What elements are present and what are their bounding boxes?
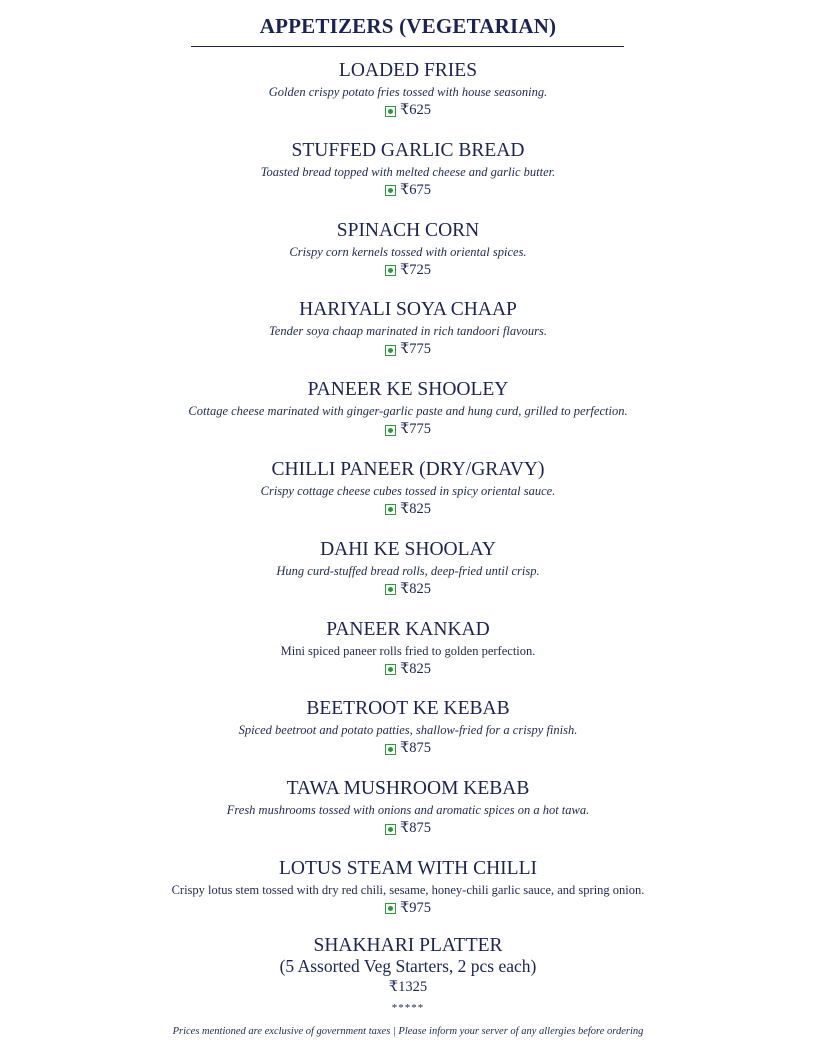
item-price-row [0, 340, 816, 359]
item-price: ₹825 [400, 500, 431, 517]
item-price-row [0, 181, 816, 200]
item-description: Cottage cheese marinated with ginger-garlic paste and hung curd, grilled to perfection. [188, 404, 628, 419]
item-name: BEETROOT KE KEBAB [306, 698, 510, 720]
veg-mark-icon [385, 185, 396, 196]
item-price: ₹675 [400, 181, 431, 198]
item-price-row [0, 580, 816, 599]
menu-item [0, 537, 816, 617]
item-price: ₹825 [400, 580, 431, 597]
item-name: PANEER KE SHOOLEY [307, 379, 509, 401]
menu-item [0, 377, 816, 457]
item-name: LOADED FRIES [338, 60, 478, 81]
veg-mark-icon [385, 584, 396, 595]
item-description: Crispy corn kernels tossed with oriental spices. [289, 244, 527, 259]
item-name: STUFFED GARLIC BREAD [291, 139, 525, 161]
item-name: PANEER KANKAD [326, 618, 490, 640]
item-price-row [0, 261, 816, 280]
item-description: Golden crispy potato fries tossed with house seasoning. [268, 85, 548, 99]
footer-note: Prices mentioned are exclusive of government taxes | Please inform your server of any allergies before ordering [172, 1026, 644, 1037]
menu-item [0, 776, 816, 856]
veg-mark-icon [385, 504, 396, 515]
menu-item [0, 856, 816, 936]
veg-mark-icon [385, 345, 396, 356]
veg-mark-icon [385, 744, 396, 755]
item-price: ₹875 [400, 820, 431, 837]
item-description: Crispy lotus stem tossed with dry red chili, sesame, honey-chili garlic sauce, and spring onion. [171, 882, 645, 897]
item-price-row [0, 660, 816, 679]
platter-name: SHAKHARI PLATTER [313, 935, 503, 956]
menu-item [0, 696, 816, 776]
item-description: Toasted bread topped with melted cheese and garlic butter. [260, 164, 556, 179]
item-price: ₹825 [400, 660, 431, 677]
veg-mark-icon [385, 265, 396, 276]
item-description: Tender soya chaap marinated in rich tandoori flavours. [268, 324, 547, 339]
veg-mark-icon [385, 106, 396, 117]
item-price: ₹725 [400, 261, 431, 278]
item-description: Crispy cottage cheese cubes tossed in spicy oriental sauce. [260, 483, 556, 498]
menu-items-list [0, 58, 816, 936]
menu-item [0, 58, 816, 138]
item-description: Spiced beetroot and potato patties, shallow-fried for a crispy finish. [238, 723, 578, 738]
item-price-row [0, 500, 816, 519]
platter-price: ₹1325 [388, 979, 428, 995]
section-title: APPETIZERS (VEGETARIAN) [259, 14, 557, 38]
veg-mark-icon [385, 903, 396, 914]
menu-item [0, 218, 816, 298]
item-description: Fresh mushrooms tossed with onions and aromatic spices on a hot tawa. [226, 803, 590, 818]
menu-item [0, 138, 816, 218]
item-name: TAWA MUSHROOM KEBAB [286, 778, 530, 800]
item-price-row [0, 420, 816, 439]
veg-mark-icon [385, 425, 396, 436]
menu-item [0, 617, 816, 697]
item-description: Mini spiced paneer rolls fried to golden perfection. [280, 643, 536, 658]
menu-item [0, 457, 816, 537]
veg-mark-icon [385, 664, 396, 675]
item-price: ₹775 [400, 341, 431, 358]
separator-stars: ***** [391, 1002, 425, 1014]
platter-subtitle: (5 Assorted Veg Starters, 2 pcs each) [279, 956, 537, 976]
title-divider [191, 46, 624, 47]
item-price-row [0, 739, 816, 758]
item-price-row [0, 819, 816, 838]
item-price-row [0, 101, 816, 120]
item-name: LOTUS STEAM WITH CHILLI [279, 857, 537, 879]
menu-item [0, 297, 816, 377]
veg-mark-icon [385, 824, 396, 835]
item-price: ₹625 [400, 102, 431, 118]
item-price: ₹775 [400, 421, 431, 438]
platter-item [0, 935, 816, 998]
item-price: ₹875 [400, 740, 431, 757]
item-name: HARIYALI SOYA CHAAP [299, 299, 517, 321]
item-price: ₹975 [400, 899, 431, 916]
item-name: DAHI KE SHOOLAY [320, 538, 496, 560]
item-description: Hung curd-stuffed bread rolls, deep-fried until crisp. [276, 563, 540, 578]
item-price-row [0, 899, 816, 918]
item-name: CHILLI PANEER (DRY/GRAVY) [271, 458, 545, 480]
item-name: SPINACH CORN [336, 219, 480, 241]
